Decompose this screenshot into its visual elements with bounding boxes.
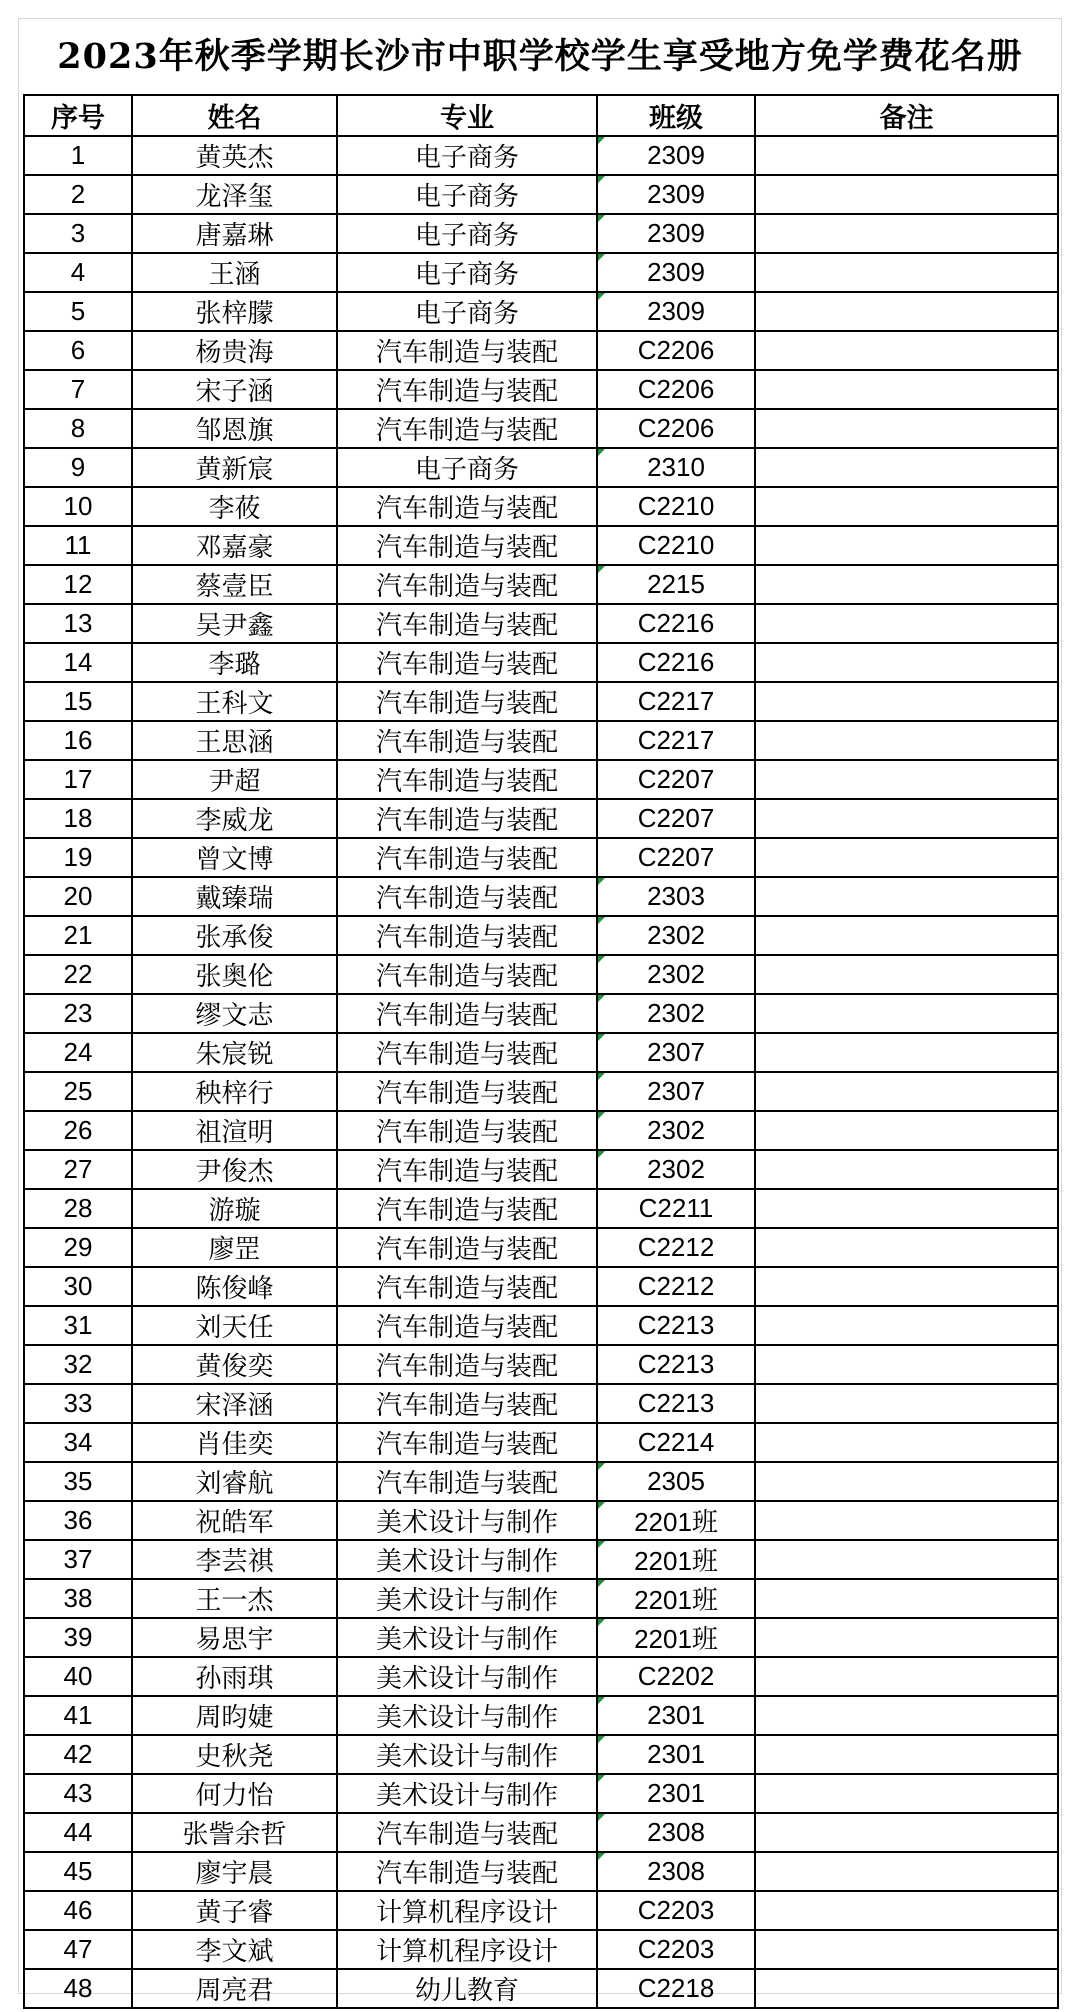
cell-class: C2207	[597, 760, 755, 799]
cell-remarks	[755, 448, 1058, 487]
cell-remarks	[755, 175, 1058, 214]
cell-serial-number: 21	[24, 916, 132, 955]
cell-student-name: 李芸祺	[132, 1540, 337, 1579]
cell-student-name: 周亮君	[132, 1969, 337, 2008]
cell-student-name: 李璐	[132, 643, 337, 682]
cell-remarks	[755, 1852, 1058, 1891]
cell-remarks	[755, 370, 1058, 409]
cell-remarks	[755, 1306, 1058, 1345]
cell-remarks	[755, 1696, 1058, 1735]
cell-major: 美术设计与制作	[337, 1657, 597, 1696]
cell-major: 汽车制造与装配	[337, 1072, 597, 1111]
cell-serial-number: 32	[24, 1345, 132, 1384]
cell-major: 汽车制造与装配	[337, 1852, 597, 1891]
cell-student-name: 李莜	[132, 487, 337, 526]
cell-major: 汽车制造与装配	[337, 682, 597, 721]
cell-remarks	[755, 955, 1058, 994]
cell-major: 汽车制造与装配	[337, 409, 597, 448]
cell-major: 汽车制造与装配	[337, 565, 597, 604]
table-row	[24, 1618, 1058, 1657]
table-row	[24, 1423, 1058, 1462]
cell-class: C2213	[597, 1345, 755, 1384]
cell-serial-number: 33	[24, 1384, 132, 1423]
cell-major: 汽车制造与装配	[337, 643, 597, 682]
cell-serial-number: 37	[24, 1540, 132, 1579]
cell-serial-number: 6	[24, 331, 132, 370]
cell-class: C2207	[597, 799, 755, 838]
cell-remarks	[755, 604, 1058, 643]
cell-student-name: 刘睿航	[132, 1462, 337, 1501]
cell-remarks	[755, 487, 1058, 526]
cell-class: C2213	[597, 1306, 755, 1345]
table-row	[24, 1306, 1058, 1345]
cell-student-name: 邹恩旗	[132, 409, 337, 448]
cell-serial-number: 9	[24, 448, 132, 487]
table-row	[24, 1696, 1058, 1735]
cell-serial-number: 1	[24, 136, 132, 175]
table-row	[24, 1579, 1058, 1618]
cell-class: 2309	[597, 253, 755, 292]
cell-class: 2201班	[597, 1540, 755, 1579]
cell-serial-number: 12	[24, 565, 132, 604]
cell-student-name: 黄俊奕	[132, 1345, 337, 1384]
cell-major: 汽车制造与装配	[337, 838, 597, 877]
cell-serial-number: 16	[24, 721, 132, 760]
cell-remarks	[755, 1150, 1058, 1189]
cell-class: 2302	[597, 955, 755, 994]
table-row	[24, 253, 1058, 292]
cell-remarks	[755, 916, 1058, 955]
cell-major: 汽车制造与装配	[337, 1345, 597, 1384]
cell-serial-number: 3	[24, 214, 132, 253]
cell-major: 美术设计与制作	[337, 1774, 597, 1813]
table-row	[24, 955, 1058, 994]
cell-class: C2217	[597, 682, 755, 721]
cell-major: 汽车制造与装配	[337, 799, 597, 838]
cell-serial-number: 38	[24, 1579, 132, 1618]
table-row	[24, 1345, 1058, 1384]
cell-major: 汽车制造与装配	[337, 1462, 597, 1501]
cell-student-name: 周昀婕	[132, 1696, 337, 1735]
cell-student-name: 祖渲明	[132, 1111, 337, 1150]
cell-student-name: 邓嘉豪	[132, 526, 337, 565]
header-row	[24, 95, 1058, 136]
cell-major: 汽车制造与装配	[337, 1813, 597, 1852]
cell-serial-number: 40	[24, 1657, 132, 1696]
cell-remarks	[755, 1423, 1058, 1462]
cell-remarks	[755, 721, 1058, 760]
cell-class: C2211	[597, 1189, 755, 1228]
table-row	[24, 1150, 1058, 1189]
cell-class: 2305	[597, 1462, 755, 1501]
cell-class: C2206	[597, 331, 755, 370]
cell-student-name: 祝皓军	[132, 1501, 337, 1540]
cell-remarks	[755, 1930, 1058, 1969]
table-row	[24, 1111, 1058, 1150]
table-row	[24, 1969, 1058, 2008]
cell-serial-number: 4	[24, 253, 132, 292]
cell-major: 计算机程序设计	[337, 1930, 597, 1969]
cell-serial-number: 24	[24, 1033, 132, 1072]
table-row	[24, 1462, 1058, 1501]
cell-student-name: 王涵	[132, 253, 337, 292]
cell-serial-number: 22	[24, 955, 132, 994]
cell-serial-number: 29	[24, 1228, 132, 1267]
cell-class: C2216	[597, 643, 755, 682]
cell-student-name: 吴尹鑫	[132, 604, 337, 643]
cell-remarks	[755, 1969, 1058, 2008]
table-row	[24, 760, 1058, 799]
table-row	[24, 526, 1058, 565]
cell-major: 汽车制造与装配	[337, 877, 597, 916]
cell-major: 汽车制造与装配	[337, 1189, 597, 1228]
cell-student-name: 尹超	[132, 760, 337, 799]
cell-major: 汽车制造与装配	[337, 994, 597, 1033]
cell-student-name: 张承俊	[132, 916, 337, 955]
cell-student-name: 宋子涵	[132, 370, 337, 409]
cell-serial-number: 23	[24, 994, 132, 1033]
cell-major: 汽车制造与装配	[337, 1111, 597, 1150]
cell-class: C2210	[597, 526, 755, 565]
cell-major: 电子商务	[337, 448, 597, 487]
cell-serial-number: 14	[24, 643, 132, 682]
cell-remarks	[755, 136, 1058, 175]
table-row	[24, 487, 1058, 526]
cell-student-name: 游璇	[132, 1189, 337, 1228]
cell-student-name: 唐嘉琳	[132, 214, 337, 253]
cell-student-name: 曾文博	[132, 838, 337, 877]
table-row	[24, 1384, 1058, 1423]
table-row	[24, 1813, 1058, 1852]
cell-major: 汽车制造与装配	[337, 604, 597, 643]
cell-student-name: 李威龙	[132, 799, 337, 838]
cell-serial-number: 18	[24, 799, 132, 838]
cell-student-name: 黄子睿	[132, 1891, 337, 1930]
cell-major: 计算机程序设计	[337, 1891, 597, 1930]
cell-major: 汽车制造与装配	[337, 370, 597, 409]
cell-student-name: 孙雨琪	[132, 1657, 337, 1696]
cell-remarks	[755, 253, 1058, 292]
cell-serial-number: 13	[24, 604, 132, 643]
cell-remarks	[755, 1813, 1058, 1852]
cell-serial-number: 27	[24, 1150, 132, 1189]
cell-class: C2214	[597, 1423, 755, 1462]
cell-serial-number: 5	[24, 292, 132, 331]
cell-class: 2215	[597, 565, 755, 604]
cell-student-name: 何力怡	[132, 1774, 337, 1813]
table-row	[24, 1891, 1058, 1930]
cell-class: 2301	[597, 1696, 755, 1735]
cell-serial-number: 48	[24, 1969, 132, 2008]
cell-serial-number: 41	[24, 1696, 132, 1735]
cell-remarks	[755, 1033, 1058, 1072]
table-row	[24, 994, 1058, 1033]
cell-remarks	[755, 1345, 1058, 1384]
cell-student-name: 缪文志	[132, 994, 337, 1033]
cell-student-name: 王科文	[132, 682, 337, 721]
cell-student-name: 张訾余哲	[132, 1813, 337, 1852]
cell-remarks	[755, 1774, 1058, 1813]
cell-major: 美术设计与制作	[337, 1696, 597, 1735]
table-row	[24, 448, 1058, 487]
cell-student-name: 蔡壹臣	[132, 565, 337, 604]
cell-student-name: 史秋尧	[132, 1735, 337, 1774]
cell-class: 2307	[597, 1072, 755, 1111]
cell-class: C2203	[597, 1891, 755, 1930]
table-row	[24, 214, 1058, 253]
table-row	[24, 331, 1058, 370]
cell-remarks	[755, 1384, 1058, 1423]
cell-student-name: 张奥伦	[132, 955, 337, 994]
cell-serial-number: 2	[24, 175, 132, 214]
cell-class: 2302	[597, 916, 755, 955]
table-row	[24, 1930, 1058, 1969]
table-row	[24, 175, 1058, 214]
table-row	[24, 1735, 1058, 1774]
cell-remarks	[755, 565, 1058, 604]
table-row	[24, 1267, 1058, 1306]
table-row	[24, 1774, 1058, 1813]
cell-major: 汽车制造与装配	[337, 331, 597, 370]
cell-class: C2212	[597, 1267, 755, 1306]
cell-major: 美术设计与制作	[337, 1579, 597, 1618]
table-row	[24, 136, 1058, 175]
cell-serial-number: 28	[24, 1189, 132, 1228]
cell-serial-number: 8	[24, 409, 132, 448]
cell-remarks	[755, 526, 1058, 565]
table-row	[24, 1033, 1058, 1072]
cell-remarks	[755, 1462, 1058, 1501]
table-row	[24, 604, 1058, 643]
cell-remarks	[755, 214, 1058, 253]
cell-major: 汽车制造与装配	[337, 1228, 597, 1267]
cell-student-name: 张梓朦	[132, 292, 337, 331]
cell-remarks	[755, 877, 1058, 916]
cell-student-name: 黄英杰	[132, 136, 337, 175]
cell-serial-number: 26	[24, 1111, 132, 1150]
cell-serial-number: 39	[24, 1618, 132, 1657]
cell-serial-number: 46	[24, 1891, 132, 1930]
cell-remarks	[755, 1657, 1058, 1696]
cell-major: 汽车制造与装配	[337, 955, 597, 994]
cell-remarks	[755, 1111, 1058, 1150]
cell-serial-number: 17	[24, 760, 132, 799]
cell-student-name: 易思宇	[132, 1618, 337, 1657]
cell-remarks	[755, 838, 1058, 877]
roster-body	[24, 136, 1058, 2008]
cell-class: 2201班	[597, 1501, 755, 1540]
cell-serial-number: 36	[24, 1501, 132, 1540]
table-row	[24, 1228, 1058, 1267]
cell-remarks	[755, 1189, 1058, 1228]
table-row	[24, 1657, 1058, 1696]
cell-class: 2301	[597, 1735, 755, 1774]
cell-serial-number: 43	[24, 1774, 132, 1813]
cell-serial-number: 30	[24, 1267, 132, 1306]
cell-student-name: 龙泽玺	[132, 175, 337, 214]
cell-serial-number: 25	[24, 1072, 132, 1111]
cell-serial-number: 7	[24, 370, 132, 409]
table-row	[24, 1189, 1058, 1228]
cell-remarks	[755, 643, 1058, 682]
cell-major: 汽车制造与装配	[337, 721, 597, 760]
cell-remarks	[755, 409, 1058, 448]
cell-student-name: 尹俊杰	[132, 1150, 337, 1189]
table-row	[24, 1852, 1058, 1891]
cell-class: C2218	[597, 1969, 755, 2008]
cell-major: 美术设计与制作	[337, 1618, 597, 1657]
table-row	[24, 1540, 1058, 1579]
cell-remarks	[755, 1891, 1058, 1930]
cell-remarks	[755, 1501, 1058, 1540]
cell-major: 电子商务	[337, 175, 597, 214]
cell-class: C2206	[597, 370, 755, 409]
cell-serial-number: 45	[24, 1852, 132, 1891]
cell-class: 2309	[597, 214, 755, 253]
cell-serial-number: 35	[24, 1462, 132, 1501]
cell-remarks	[755, 760, 1058, 799]
cell-student-name: 王思涵	[132, 721, 337, 760]
cell-student-name: 李文斌	[132, 1930, 337, 1969]
cell-class: 2309	[597, 175, 755, 214]
cell-class: 2307	[597, 1033, 755, 1072]
cell-student-name: 刘天任	[132, 1306, 337, 1345]
cell-student-name: 黄新宸	[132, 448, 337, 487]
cell-remarks	[755, 682, 1058, 721]
cell-major: 汽车制造与装配	[337, 1423, 597, 1462]
cell-major: 幼儿教育	[337, 1969, 597, 2008]
header-remarks: 备注	[755, 95, 1058, 136]
cell-major: 电子商务	[337, 253, 597, 292]
cell-class: C2210	[597, 487, 755, 526]
cell-student-name: 陈俊峰	[132, 1267, 337, 1306]
cell-serial-number: 31	[24, 1306, 132, 1345]
header-major: 专业	[337, 95, 597, 136]
cell-remarks	[755, 1540, 1058, 1579]
table-row	[24, 799, 1058, 838]
cell-class: 2301	[597, 1774, 755, 1813]
cell-remarks	[755, 1618, 1058, 1657]
cell-class: C2212	[597, 1228, 755, 1267]
cell-class: C2216	[597, 604, 755, 643]
table-row	[24, 916, 1058, 955]
table-row	[24, 1501, 1058, 1540]
cell-class: C2203	[597, 1930, 755, 1969]
cell-serial-number: 19	[24, 838, 132, 877]
cell-major: 美术设计与制作	[337, 1501, 597, 1540]
cell-major: 汽车制造与装配	[337, 1150, 597, 1189]
cell-class: C2217	[597, 721, 755, 760]
cell-remarks	[755, 994, 1058, 1033]
cell-major: 美术设计与制作	[337, 1540, 597, 1579]
table-row	[24, 565, 1058, 604]
cell-student-name: 肖佳奕	[132, 1423, 337, 1462]
header-serial-number: 序号	[24, 95, 132, 136]
cell-major: 电子商务	[337, 214, 597, 253]
cell-student-name: 戴臻瑞	[132, 877, 337, 916]
cell-serial-number: 11	[24, 526, 132, 565]
cell-class: 2302	[597, 1150, 755, 1189]
cell-student-name: 廖宇晨	[132, 1852, 337, 1891]
cell-major: 电子商务	[337, 292, 597, 331]
cell-class: 2201班	[597, 1618, 755, 1657]
cell-remarks	[755, 1072, 1058, 1111]
cell-major: 汽车制造与装配	[337, 526, 597, 565]
cell-student-name: 王一杰	[132, 1579, 337, 1618]
cell-major: 汽车制造与装配	[337, 916, 597, 955]
cell-class: 2308	[597, 1852, 755, 1891]
cell-class: C2213	[597, 1384, 755, 1423]
table-row	[24, 409, 1058, 448]
cell-remarks	[755, 1579, 1058, 1618]
cell-serial-number: 44	[24, 1813, 132, 1852]
cell-class: C2202	[597, 1657, 755, 1696]
roster-table	[23, 94, 1059, 2009]
header-class: 班级	[597, 95, 755, 136]
cell-major: 电子商务	[337, 136, 597, 175]
cell-student-name: 宋泽涵	[132, 1384, 337, 1423]
cell-remarks	[755, 1267, 1058, 1306]
cell-class: 2309	[597, 136, 755, 175]
cell-remarks	[755, 331, 1058, 370]
cell-major: 汽车制造与装配	[337, 487, 597, 526]
cell-major: 汽车制造与装配	[337, 760, 597, 799]
cell-student-name: 秧梓行	[132, 1072, 337, 1111]
table-row	[24, 838, 1058, 877]
table-row	[24, 292, 1058, 331]
cell-serial-number: 47	[24, 1930, 132, 1969]
table-row	[24, 721, 1058, 760]
cell-class: 2308	[597, 1813, 755, 1852]
cell-serial-number: 34	[24, 1423, 132, 1462]
document-title: 2023年秋季学期长沙市中职学校学生享受地方免学费花名册	[57, 36, 1023, 77]
cell-major: 汽车制造与装配	[337, 1384, 597, 1423]
cell-remarks	[755, 1228, 1058, 1267]
cell-serial-number: 10	[24, 487, 132, 526]
table-row	[24, 370, 1058, 409]
cell-remarks	[755, 292, 1058, 331]
cell-remarks	[755, 799, 1058, 838]
cell-class: C2207	[597, 838, 755, 877]
cell-class: 2302	[597, 1111, 755, 1150]
cell-class: 2310	[597, 448, 755, 487]
cell-major: 美术设计与制作	[337, 1735, 597, 1774]
cell-class: 2201班	[597, 1579, 755, 1618]
cell-major: 汽车制造与装配	[337, 1267, 597, 1306]
cell-class: 2302	[597, 994, 755, 1033]
cell-serial-number: 42	[24, 1735, 132, 1774]
table-row	[24, 1072, 1058, 1111]
cell-student-name: 朱宸锐	[132, 1033, 337, 1072]
cell-class: 2309	[597, 292, 755, 331]
cell-student-name: 廖罡	[132, 1228, 337, 1267]
cell-major: 汽车制造与装配	[337, 1033, 597, 1072]
cell-remarks	[755, 1735, 1058, 1774]
header-name: 姓名	[132, 95, 337, 136]
table-row	[24, 643, 1058, 682]
table-row	[24, 877, 1058, 916]
cell-student-name: 杨贵海	[132, 331, 337, 370]
cell-class: 2303	[597, 877, 755, 916]
cell-major: 汽车制造与装配	[337, 1306, 597, 1345]
cell-serial-number: 15	[24, 682, 132, 721]
cell-class: C2206	[597, 409, 755, 448]
table-row	[24, 682, 1058, 721]
cell-serial-number: 20	[24, 877, 132, 916]
